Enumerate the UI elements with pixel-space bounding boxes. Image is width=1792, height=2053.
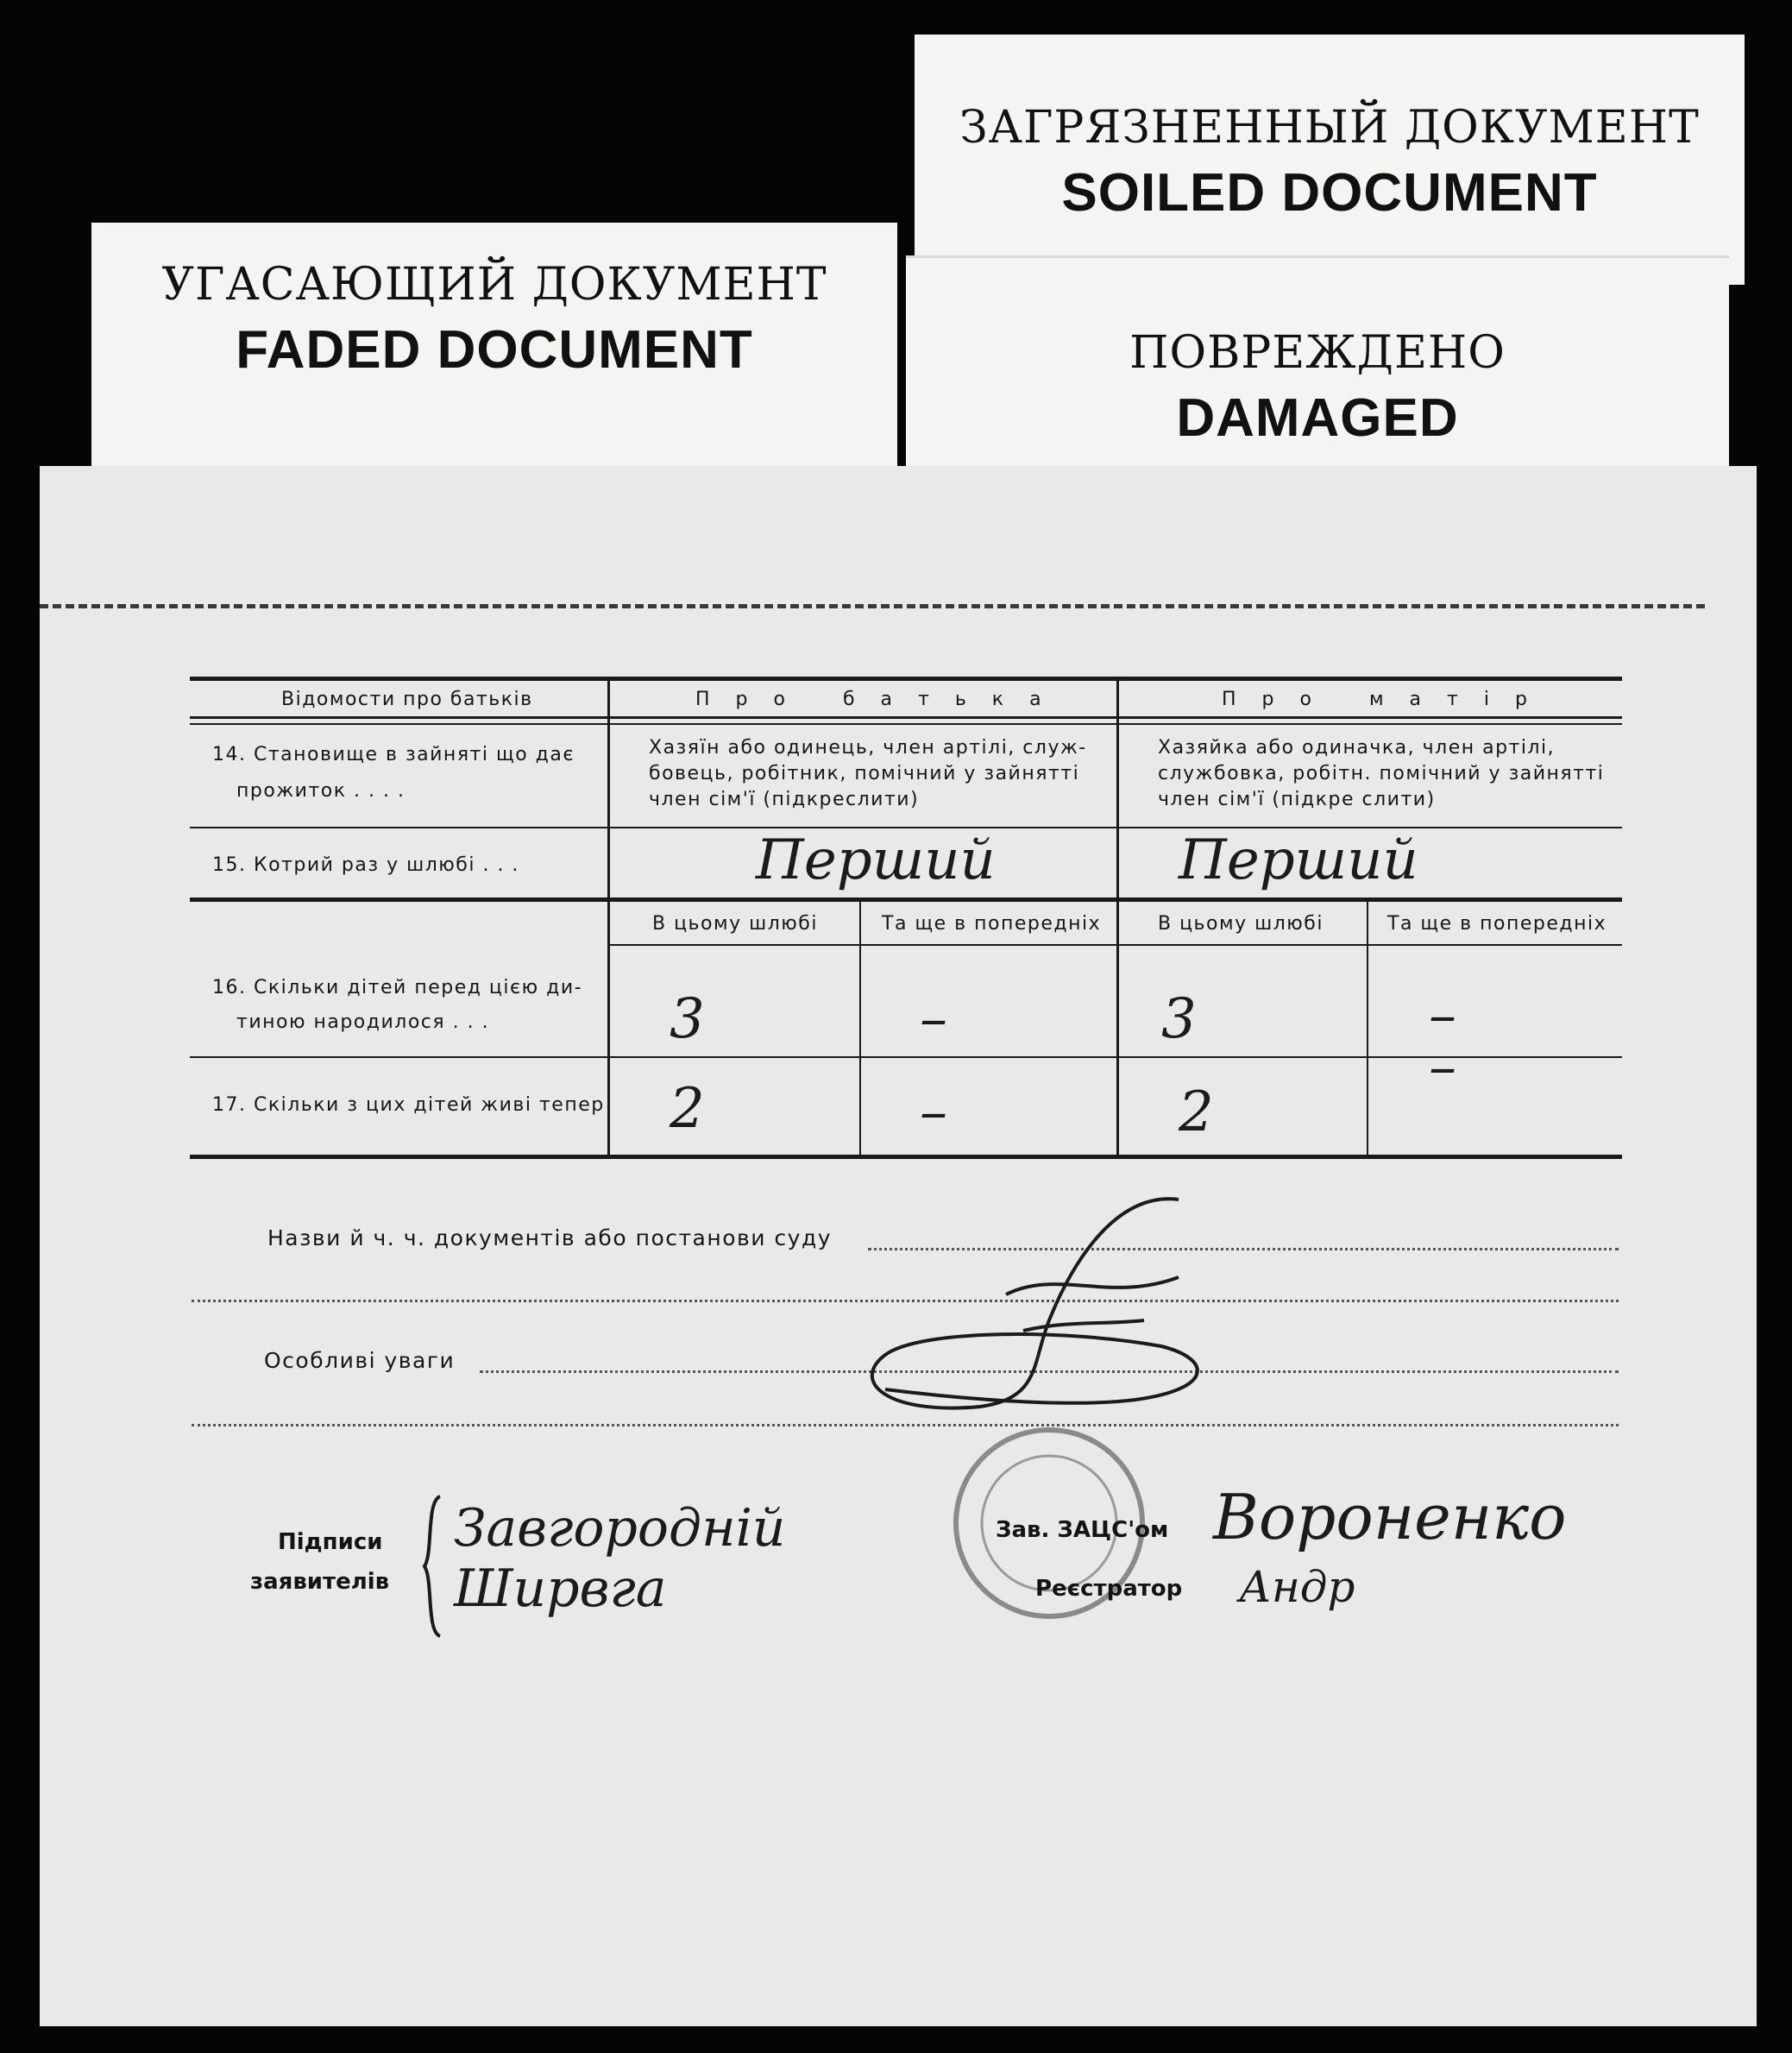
row16-rule [190, 1056, 1622, 1058]
row16-label-line1: 16. Скільки дітей перед цією ди- [212, 977, 583, 998]
head-signature: Вороненко [1213, 1481, 1567, 1553]
row16-mother-prev: – [1429, 984, 1456, 1048]
row14-label-line1: 14. Становище в зайняті що дає [212, 744, 575, 765]
remarks-label: Особливі уваги [264, 1348, 456, 1373]
header-mother: Про матір [1222, 689, 1553, 710]
applicant-signature-2: Ширвга [454, 1559, 667, 1619]
col-divider-2 [1116, 677, 1119, 1158]
row15-father-handwritten: Перший [756, 828, 996, 892]
row17-label: 17. Скільки з цих дітей живі тепер [212, 1094, 605, 1116]
faded-card-ru: УГАСАЮЩИЙ ДОКУМЕНТ [161, 259, 827, 311]
subheader-rule [609, 944, 1622, 946]
header-parents-info: Відомости про батьків [281, 689, 533, 710]
row17-father-prev: – [920, 1080, 947, 1144]
row14-mother-line1: Хазяйка або одиначка, член артілі, [1158, 737, 1556, 759]
signatures-label-line2: заявителів [250, 1569, 390, 1595]
row15-label: 15. Котрий раз у шлюбі . . . [212, 854, 519, 876]
faded-document-card [91, 223, 897, 482]
registration-form-sheet [40, 466, 1757, 2026]
damaged-card-en: DAMAGED [1176, 388, 1459, 448]
row17-mother-this: 2 [1179, 1080, 1214, 1144]
header-rule-2 [190, 723, 1622, 725]
row16-mother-this: 3 [1161, 987, 1197, 1051]
row14-father-line3: член сім'ї (підкреслити) [649, 789, 920, 810]
row14-father-line2: бовець, робітник, помічний у зайнятті [649, 763, 1080, 784]
soiled-document-card [915, 35, 1745, 285]
row14-label-line2: прожиток . . . . [236, 780, 406, 802]
signatures-label-line1: Підписи [278, 1529, 383, 1555]
subheader-this-marriage-mother: В цьому шлюбі [1158, 913, 1324, 935]
subheader-previous-mother: Та ще в попередніх [1387, 913, 1607, 935]
row14-father-line1: Хазяїн або одинець, член артілі, служ- [649, 737, 1087, 759]
row14-mother-line2: службовка, робітн. помічний у зайнятті [1158, 763, 1605, 784]
col-divider-1 [607, 677, 610, 1158]
table-top-rule [190, 677, 1622, 681]
damaged-card-ru: ПОВРЕЖДЕНО [1129, 327, 1506, 379]
header-father: Про батька [695, 689, 1067, 710]
subheader-this-marriage-father: В цьому шлюбі [652, 913, 818, 935]
soiled-card-en: SOILED DOCUMENT [1061, 163, 1598, 223]
registrar-signature: Андр [1239, 1562, 1355, 1612]
registrar-label: Реєстратор [1035, 1576, 1183, 1602]
row16-father-prev: – [920, 987, 947, 1051]
soiled-card-ru: ЗАГРЯЗНЕННЫЙ ДОКУМЕНТ [959, 102, 1700, 154]
col-divider-4 [1367, 902, 1368, 1158]
row17-mother-prev: – [1429, 1036, 1456, 1099]
tear-line [40, 604, 1705, 608]
applicant-signature-1: Завгороднiй [454, 1498, 786, 1559]
header-rule [190, 716, 1622, 719]
row15-mother-handwritten: Перший [1179, 828, 1418, 892]
faded-card-en: FADED DOCUMENT [236, 320, 753, 380]
table-bottom-rule [190, 1155, 1622, 1159]
subheader-previous-father: Та ще в попередніх [882, 913, 1102, 935]
damaged-document-card [906, 255, 1729, 484]
row17-father-this: 2 [670, 1077, 705, 1141]
row14-mother-line3: член сім'ї (підкре слити) [1158, 789, 1436, 810]
row16-father-this: 3 [670, 987, 705, 1051]
row16-label-line2: тиною народилося . . . [236, 1011, 490, 1033]
col-divider-3 [859, 902, 861, 1158]
signatures-brace [419, 1493, 445, 1640]
row15-rule [190, 897, 1622, 902]
documents-label: Назви й ч. ч. документів або постанови суду [267, 1225, 833, 1250]
strike-flourish [851, 1174, 1248, 1433]
head-of-registry-label: Зав. ЗАЦС'ом [996, 1517, 1169, 1543]
